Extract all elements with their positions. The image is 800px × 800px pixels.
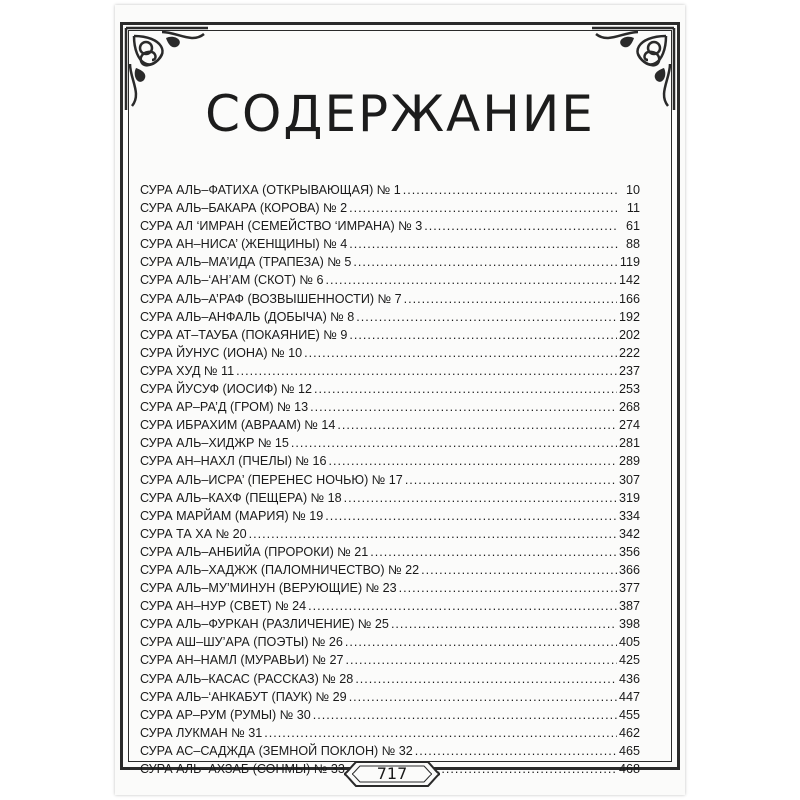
toc-leader-dots: [308, 599, 617, 613]
toc-leader-dots: [403, 183, 618, 197]
toc-leader-dots: [326, 273, 617, 287]
toc-entry: [140, 273, 640, 291]
toc-entry-page: 307: [618, 472, 640, 487]
toc-entry: [140, 708, 640, 726]
toc-entry: [140, 436, 640, 454]
toc-entry-page: 61: [625, 219, 640, 234]
toc-entry-page: 202: [618, 327, 640, 342]
toc-entry-title: СУРА АН–НАХЛ (ПЧЕЛЫ) № 16: [140, 454, 327, 469]
page-number-cartouche: [342, 758, 442, 790]
toc-entry-title: СУРА АР–РА’Д (ГРОМ) № 13: [140, 400, 309, 415]
toc-entry: [140, 635, 640, 653]
toc-entry-title: СУРА АС–САДЖДА (ЗЕМНОЙ ПОКЛОН) № 32: [140, 743, 413, 758]
toc-entry-page: 319: [618, 490, 640, 505]
toc-entry-title: СУРА ЙУСУФ (ИОСИФ) № 12: [140, 382, 312, 397]
toc-entry-page: 447: [618, 689, 640, 704]
toc-entry-title: СУРА АЛЬ–БАКАРА (КОРОВА) № 2: [140, 201, 348, 216]
toc-entry: [140, 454, 640, 472]
toc-entry: [140, 237, 640, 255]
toc-entry-title: СУРА АН–НИСА’ (ЖЕНЩИНЫ) № 4: [140, 237, 348, 252]
toc-entry-title: СУРА АЛЬ–ИСРА’ (ПЕРЕНЕС НОЧЬЮ) № 17: [140, 472, 403, 487]
toc-entry: [140, 201, 640, 219]
toc-entry-title: СУРА ЙУНУС (ИОНА) № 10: [140, 345, 303, 360]
toc-entry-page: 468: [618, 762, 640, 776]
toc-leader-dots: [415, 744, 617, 758]
toc-entry-page: 342: [618, 526, 640, 541]
toc-leader-dots: [404, 292, 617, 306]
toc-entry-title: СУРА ИБРАХИМ (АВРААМ) № 14: [140, 418, 336, 433]
toc-entry: [140, 599, 640, 617]
toc-entry: [140, 690, 640, 708]
toc-entry-title: СУРА АН–НУР (СВЕТ) № 24: [140, 599, 307, 614]
toc-leader-dots: [345, 635, 617, 649]
toc-entry-title: СУРА АЛЬ–КАСАС (РАССКАЗ) № 28: [140, 671, 354, 686]
toc-entry-title: СУРА АЛЬ–А’РАФ (ВОЗВЫШЕННОСТИ) № 7: [140, 291, 402, 306]
toc-entry-page: 425: [618, 653, 640, 668]
toc-leader-dots: [405, 473, 617, 487]
toc-entry-title: СУРА АЛЬ–‘АН’АМ (СКОТ) № 6: [140, 273, 324, 288]
toc-leader-dots: [264, 726, 617, 740]
toc-entry-page: 281: [618, 436, 640, 451]
toc-entry: [140, 346, 640, 364]
toc-leader-dots: [355, 672, 617, 686]
toc-entry: [140, 653, 640, 671]
toc-entry-page: 334: [618, 508, 640, 523]
toc-leader-dots: [236, 364, 617, 378]
toc-entry: [140, 400, 640, 418]
toc-entry-page: 268: [618, 400, 640, 415]
toc-entry: [140, 183, 640, 201]
toc-entry-page: 253: [618, 382, 640, 397]
toc-entry-title: СУРА АЛЬ–‘АНКАБУТ (ПАУК) № 29: [140, 689, 347, 704]
toc-entry-page: 455: [618, 707, 640, 722]
toc-leader-dots: [337, 418, 617, 432]
page-title: СОДЕРЖАНИЕ: [205, 85, 595, 143]
toc-entry: [140, 581, 640, 599]
toc-entry-title: СУРА АЛЬ–ХИДЖР № 15: [140, 436, 289, 451]
toc-entry-page: 10: [625, 183, 640, 197]
toc-entry-page: 11: [626, 201, 640, 216]
toc-entry: [140, 617, 640, 635]
page-number: 717: [376, 764, 408, 783]
toc-leader-dots: [344, 491, 617, 505]
toc-leader-dots: [349, 328, 617, 342]
toc-entry-title: СУРА АЛЬ–АНБИЙА (ПРОРОКИ) № 21: [140, 544, 369, 559]
toc-leader-dots: [304, 346, 617, 360]
toc-leader-dots: [349, 201, 618, 215]
toc-leader-dots: [314, 382, 617, 396]
toc-entry-page: 119: [619, 255, 640, 270]
toc-leader-dots: [424, 219, 618, 233]
toc-entry-title: СУРА ЛУКМАН № 31: [140, 725, 263, 740]
toc-entry: [140, 509, 640, 527]
toc-entry-page: 88: [625, 237, 640, 252]
toc-entry-title: СУРА АР–РУМ (РУМЫ) № 30: [140, 707, 311, 722]
toc-entry-title: СУРА ХУД № 11: [140, 363, 235, 378]
toc-entry: [140, 328, 640, 346]
toc-entry-page: 356: [618, 544, 640, 559]
toc-entry: [140, 527, 640, 545]
toc-entry: [140, 382, 640, 400]
toc-leader-dots: [313, 708, 617, 722]
toc-entry-page: 387: [618, 599, 640, 614]
toc-entry-title: СУРА АШ–ШУ’АРА (ПОЭТЫ) № 26: [140, 635, 343, 650]
toc-entry-title: СУРА АН–НАМЛ (МУРАВЬИ) № 27: [140, 653, 344, 668]
toc-leader-dots: [349, 690, 617, 704]
toc-entry-title: СУРА АЛЬ–ФАТИХА (ОТКРЫВАЮЩАЯ) № 1: [140, 183, 401, 197]
toc-entry-title: СУРА ТА ХА № 20: [140, 526, 247, 541]
toc-entry: [140, 310, 640, 328]
toc-leader-dots: [349, 237, 618, 251]
toc-entry: [140, 473, 640, 491]
toc-leader-dots: [345, 653, 617, 667]
toc-entry: [140, 255, 640, 273]
toc-entry: [140, 418, 640, 436]
toc-entry-title: СУРА АЛЬ–АХЗАБ (СОНМЫ) № 33: [140, 762, 345, 776]
toc-entry-page: 462: [618, 725, 640, 740]
toc-entry-title: СУРА АЛЬ–ХАДЖЖ (ПАЛОМНИЧЕСТВО) № 22: [140, 562, 420, 577]
toc-entry-page: 465: [618, 743, 640, 758]
toc-entry-page: 274: [618, 418, 640, 433]
toc-entry-title: СУРА АЛЬ–ФУРКАН (РАЗЛИЧЕНИЕ) № 25: [140, 617, 389, 632]
toc-entry-page: 289: [618, 454, 640, 469]
toc-entry-page: 222: [618, 345, 640, 360]
toc-entry-page: 377: [618, 581, 640, 596]
toc-entry: [140, 292, 640, 310]
toc-leader-dots: [399, 581, 617, 595]
table-of-contents: [140, 183, 640, 780]
toc-entry-title: СУРА АЛЬ–МУ’МИНУН (ВЕРУЮЩИЕ) № 23: [140, 581, 397, 596]
toc-leader-dots: [325, 509, 617, 523]
toc-entry-page: 405: [618, 635, 640, 650]
toc-entry: [140, 219, 640, 237]
toc-entry-page: 237: [618, 363, 640, 378]
toc-entry-page: 366: [618, 562, 640, 577]
toc-leader-dots: [249, 527, 617, 541]
toc-leader-dots: [310, 400, 617, 414]
toc-entry: [140, 491, 640, 509]
toc-entry-page: 166: [618, 291, 640, 306]
toc-entry: [140, 563, 640, 581]
toc-leader-dots: [328, 454, 617, 468]
toc-leader-dots: [421, 563, 617, 577]
toc-leader-dots: [356, 310, 617, 324]
toc-entry-page: 142: [618, 273, 640, 288]
toc-entry: [140, 672, 640, 690]
toc-leader-dots: [291, 436, 617, 450]
toc-entry-title: СУРА АЛЬ–МА’ИДА (ТРАПЕЗА) № 5: [140, 255, 352, 270]
toc-entry-title: СУРА АЛЬ–КАХФ (ПЕЩЕРА) № 18: [140, 490, 342, 505]
toc-leader-dots: [353, 255, 618, 269]
toc-entry: [140, 364, 640, 382]
toc-entry-page: 192: [618, 309, 640, 324]
toc-entry: [140, 726, 640, 744]
toc-entry-title: СУРА АЛ ‘ИМРАН (СЕМЕЙСТВО ‘ИМРАНА) № 3: [140, 219, 423, 234]
toc-entry: [140, 545, 640, 563]
toc-entry-title: СУРА АТ–ТАУБА (ПОКАЯНИЕ) № 9: [140, 327, 348, 342]
toc-leader-dots: [370, 545, 617, 559]
toc-entry-page: 436: [618, 671, 640, 686]
toc-entry-title: СУРА МАРЙАМ (МАРИЯ) № 19: [140, 508, 324, 523]
toc-entry-page: 398: [618, 617, 640, 632]
toc-entry-title: СУРА АЛЬ–АНФАЛЬ (ДОБЫЧА) № 8: [140, 309, 355, 324]
toc-leader-dots: [391, 617, 617, 631]
